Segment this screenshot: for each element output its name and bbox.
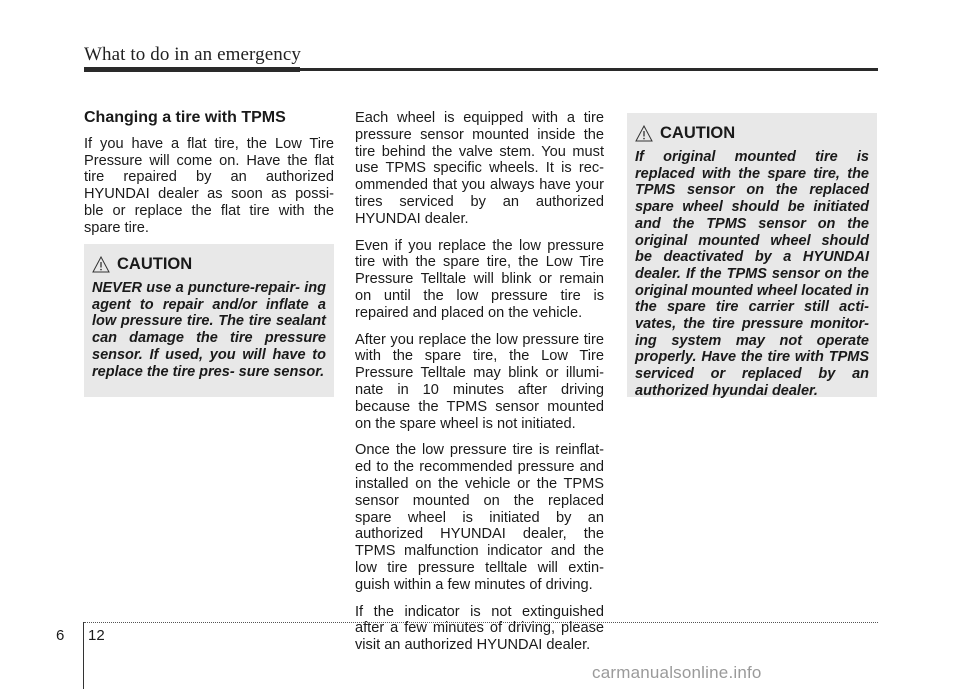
paragraph-wheel-sensor: Each wheel is equipped with a tire pressure sensor mounted inside the tire behind the valve stem. You must use TPMS specific wheels. It is rec- ommended that you always have your tires serviced by an authorized HYUNDAI dealer.	[355, 110, 604, 227]
intro-paragraph: If you have a flat tire, the Low Tire Pressure will come on. Have the flat tire repaired by an authorized HYUNDAI dealer as soon as possi- ble or replace the flat tire with the spare tire.	[84, 135, 334, 236]
footer-vertical-rule	[83, 622, 84, 689]
page-header-title: What to do in an emergency	[84, 44, 301, 65]
section-heading: Changing a tire with TPMS	[84, 109, 286, 126]
warning-triangle-icon	[635, 125, 653, 143]
caution-header	[92, 255, 326, 274]
left-column	[84, 110, 334, 247]
footer-dotted-rule	[84, 622, 878, 623]
caution-text: If original mounted tire is replaced with the spare tire, the TPMS sensor on the replaced spare wheel should be initiated and the TPMS sensor on the original mounted wheel should be deactivated by a HYUNDAI dealer. If the TPMS sensor on the original mounted wheel located in the spare tire carrier still acti- vates, the tire pressure monitor- ing system may not operate properly. Have the tire with TPMS serviced or replaced by an authorized hyundai dealer.	[635, 149, 869, 399]
caution-label: CAUTION	[660, 124, 736, 142]
header-rule	[84, 68, 878, 71]
chapter-number: 6	[56, 627, 65, 644]
caution-box-puncture	[84, 244, 334, 397]
caution-label: CAUTION	[117, 255, 193, 273]
caution-box-spare-sensor	[627, 113, 877, 397]
paragraph-telltale-blink: After you replace the low pressure tire with the spare tire, the Low Tire Pressure Telltale may blink or illumi- nate in 10 minutes after driving because the TPMS sensor mounted on the spare wheel is not initiated.	[355, 331, 604, 432]
watermark-text: carmanualsonline.info	[592, 663, 762, 682]
warning-triangle-icon	[92, 256, 110, 274]
middle-column	[355, 110, 604, 664]
paragraph-spare-replace: Even if you replace the low pressure tire with the spare tire, the Low Tire Pressure Telltale will blink or remain on until the low pressure tire is repaired and placed on the vehicle.	[355, 237, 604, 321]
paragraph-visit-dealer: If the indicator is not extinguished after a few minutes of driving, please visit an authorized HYUNDAI dealer.	[355, 603, 604, 654]
page-number: 12	[88, 627, 105, 644]
paragraph-reinflated: Once the low pressure tire is reinflat- ed to the recommended pressure and installed on the vehicle or the TPMS sensor mounted on the replaced spare wheel is initiated by an authorized HYUNDAI dealer, the TPMS malfunction indicator and the low tire pressure telltale will extin- guish within a few minutes of driving.	[355, 442, 604, 593]
caution-text: NEVER use a puncture-repair- ing agent to repair and/or inflate a low pressure tire. The tire sealant can damage the tire pressure sensor. If used, you will have to replace the tire pres- sure sensor.	[92, 280, 326, 380]
caution-header	[635, 124, 869, 143]
